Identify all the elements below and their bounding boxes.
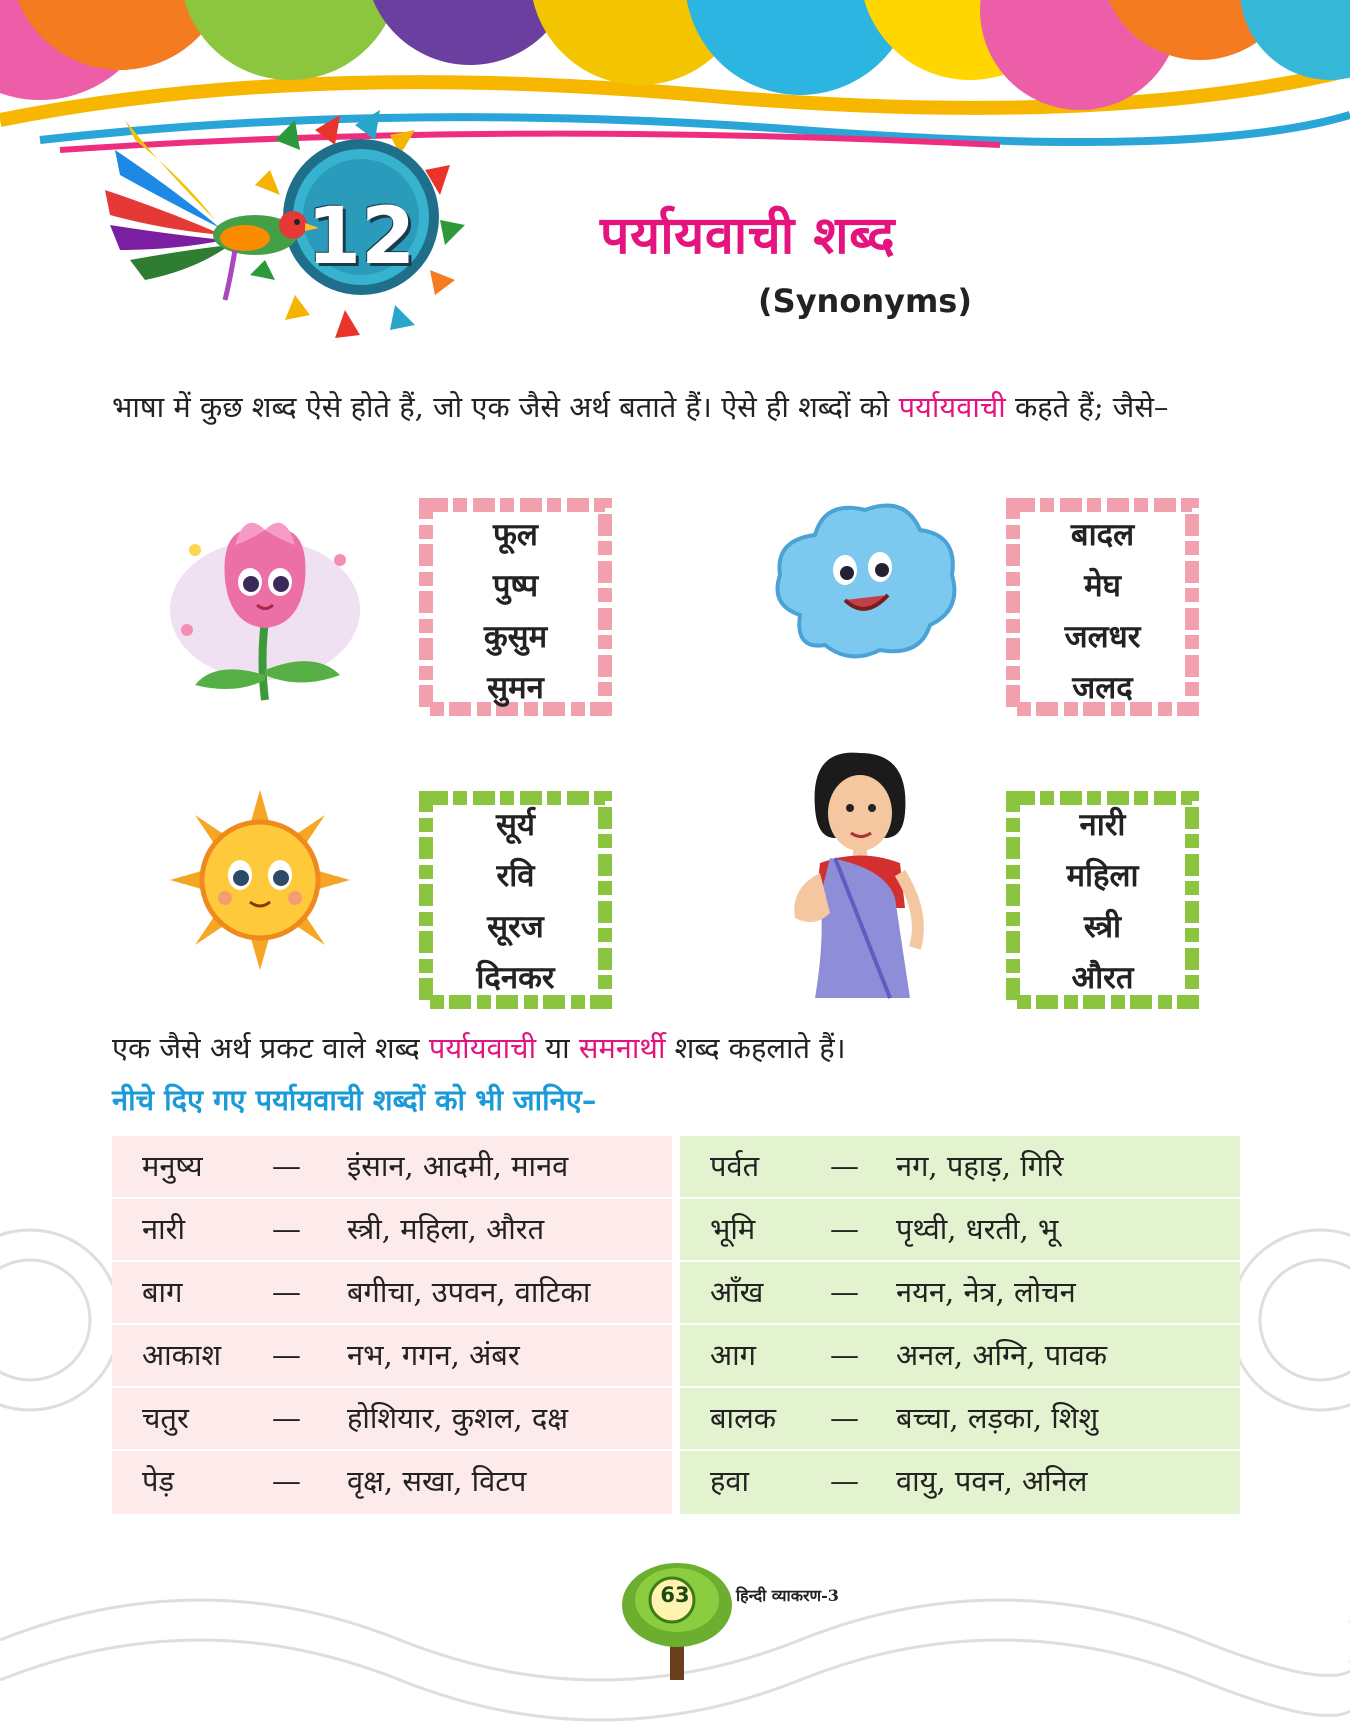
synonym-word: फूल (493, 517, 538, 553)
table-row: चतुर — होशियार, कुशल, दक्ष (112, 1388, 672, 1451)
summary-sentence: एक जैसे अर्थ प्रकट वाले शब्द पर्यायवाची या समनार्थी शब्द कहलाते हैं। (112, 1031, 846, 1065)
synonym-word: पुष्प (492, 568, 539, 604)
synonym-word: रवि (496, 858, 535, 894)
cloud-picture (770, 495, 960, 665)
synonym-word: नारी (1079, 807, 1126, 843)
synonym-list-woman (1005, 800, 1200, 1004)
synonym-word: औरत (1071, 960, 1134, 996)
table-row: बाग — बगीचा, उपवन, वाटिका (112, 1262, 672, 1325)
term-highlight: समनार्थी (578, 1031, 666, 1065)
synonym-word: मेघ (1084, 568, 1121, 604)
sun-picture (170, 790, 350, 970)
synonym-word: स्त्री (1083, 909, 1122, 945)
synonym-word: सूर्य (496, 807, 535, 843)
synonym-word: बादल (1070, 517, 1135, 553)
table-row: नारी — स्त्री, महिला, औरत (112, 1199, 672, 1262)
table-row: आँख — नयन, नेत्र, लोचन (680, 1262, 1240, 1325)
table-row: भूमि — पृथ्वी, धरती, भू (680, 1199, 1240, 1262)
synonym-table-right (680, 1136, 1240, 1514)
flower-picture (165, 510, 365, 705)
synonym-list-sun (418, 800, 613, 1004)
term-highlight: पर्यायवाची (428, 1031, 537, 1065)
book-name: हिन्दी व्याकरण-3 (736, 1586, 839, 1605)
table-heading: नीचे दिए गए पर्यायवाची शब्दों को भी जानिए– (112, 1083, 597, 1117)
table-row: पर्वत — नग, पहाड़, गिरि (680, 1136, 1240, 1199)
synonym-word: सूरज (487, 909, 544, 945)
table-row: पेड़ — वृक्ष, सखा, विटप (142, 1464, 527, 1498)
synonym-word: जलद (1072, 670, 1133, 706)
page-subtitle: (Synonyms) (758, 282, 972, 320)
table-row: आकाश — नभ, गगन, अंबर (112, 1325, 672, 1388)
table-row: आग — अनल, अग्नि, पावक (680, 1325, 1240, 1388)
table-row: बालक — बच्चा, लड़का, शिशु (680, 1388, 1240, 1451)
synonym-word: महिला (1066, 858, 1139, 894)
table-row: मनुष्य — इंसान, आदमी, मानव (112, 1136, 672, 1199)
synonym-table (112, 1136, 1240, 1514)
synonym-list-cloud (1005, 510, 1200, 714)
intro-paragraph: भाषा में कुछ शब्द ऐसे होते हैं, जो एक जैसे अर्थ बताते हैं। ऐसे ही शब्दों को पर्यायवाची कहते हैं; जैसे– (112, 390, 1169, 424)
synonym-list-flower (418, 510, 613, 714)
term-highlight: पर्यायवाची (898, 390, 1006, 424)
synonym-word: दिनकर (476, 960, 555, 996)
page-title: पर्यायवाची शब्द (600, 206, 896, 266)
woman-picture (775, 748, 940, 1003)
synonym-word: कुसुम (483, 619, 548, 655)
chapter-number: 12 (306, 192, 416, 282)
page-number: 63 (660, 1583, 690, 1607)
synonym-word: सुमन (487, 670, 544, 706)
synonym-word: जलधर (1064, 619, 1141, 655)
synonym-table-left (112, 1136, 672, 1514)
table-row: हवा — वायु, पवन, अनिल (710, 1464, 1088, 1498)
